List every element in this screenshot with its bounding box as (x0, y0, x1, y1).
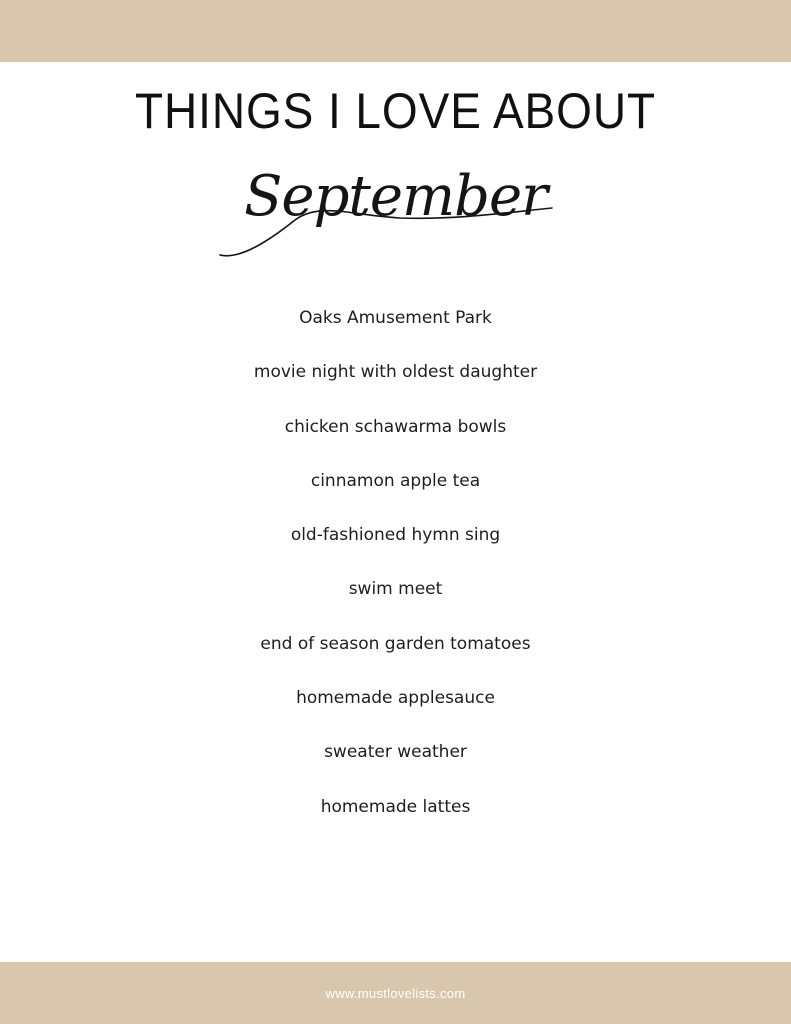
list-item: movie night with oldest daughter (253, 362, 538, 383)
top-band (0, 0, 791, 62)
list-item: swim meet (348, 579, 443, 600)
list-item: sweater weather (324, 742, 467, 763)
love-list (0, 300, 791, 843)
list-item: cinnamon apple tea (310, 470, 481, 491)
list-item: homemade lattes (320, 796, 471, 817)
month-title: September (244, 164, 547, 229)
month-title-block (200, 160, 591, 270)
list-item: chicken schawarma bowls (284, 416, 507, 437)
footer-url[interactable]: www.mustlovelists.com (325, 985, 466, 1001)
list-item: Oaks Amusement Park (299, 308, 492, 328)
list-item: end of season garden tomatoes (260, 633, 531, 654)
list-item: homemade applesauce (296, 688, 495, 709)
page-title: THINGS I LOVE ABOUT (134, 83, 657, 139)
bottom-band (0, 962, 791, 1024)
list-item: old-fashioned hymn sing (290, 525, 501, 546)
